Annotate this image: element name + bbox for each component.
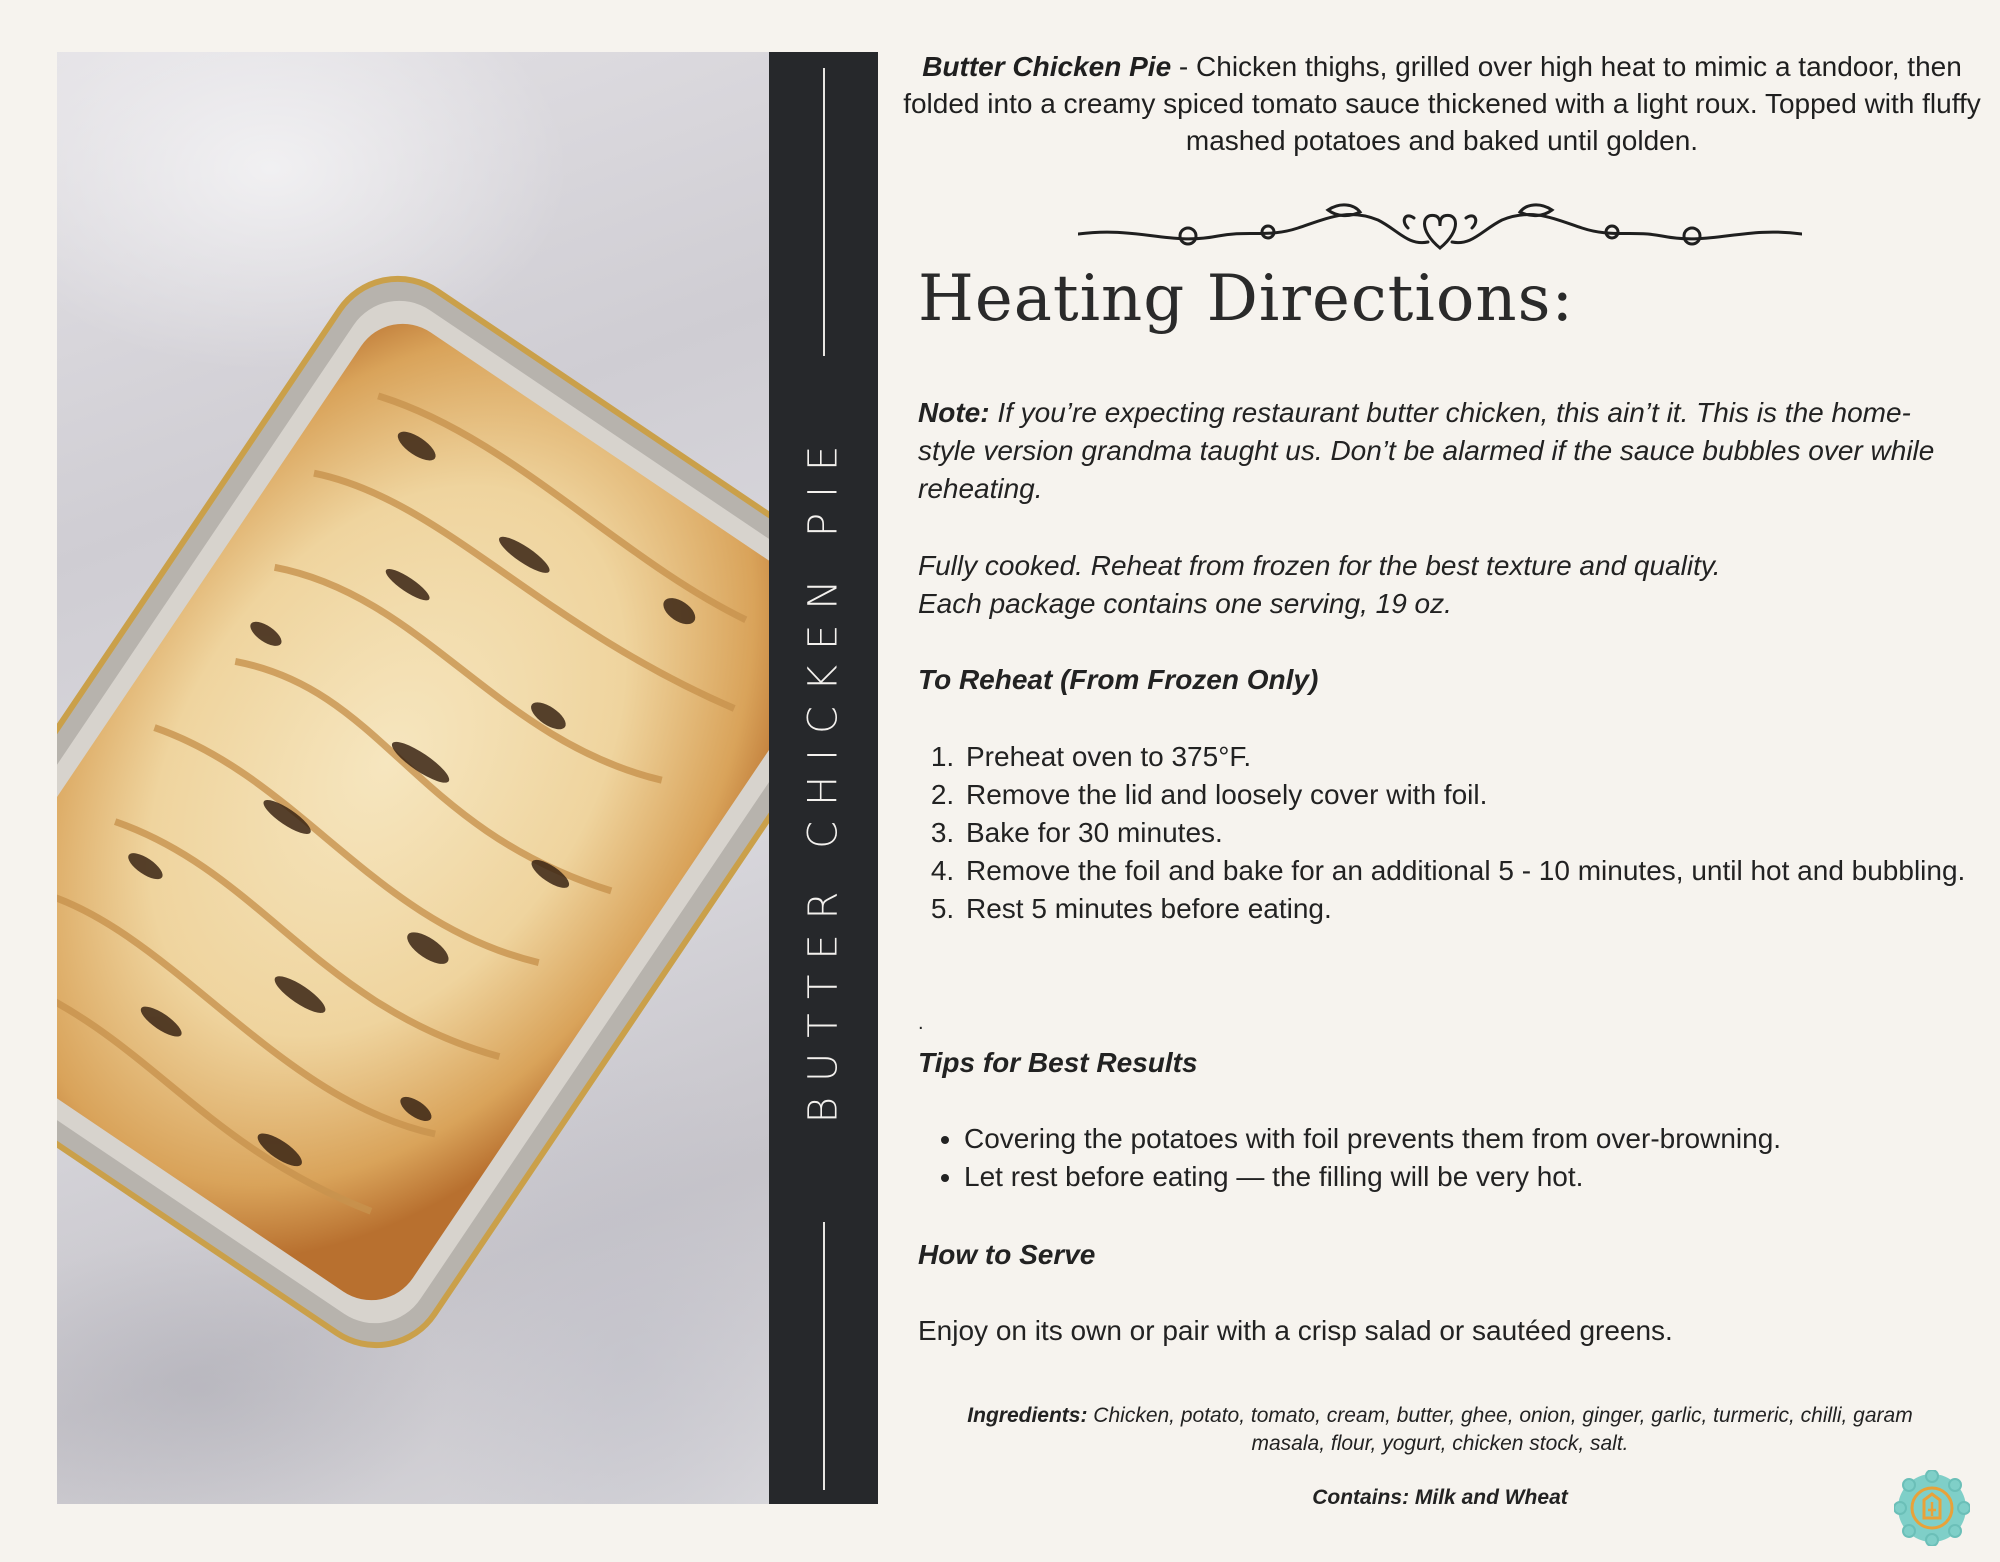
intro-paragraph bbox=[896, 48, 1988, 159]
ornament-flourish-icon bbox=[1078, 198, 1802, 260]
list-item: • Let rest before eating — the filling will be very hot. bbox=[964, 1158, 2000, 1196]
list-item: 4. Remove the foil and bake for an additional 5 - 10 minutes, until hot and bubbling. bbox=[962, 852, 2000, 890]
product-name: Butter Chicken Pie bbox=[922, 51, 1172, 82]
spine-divider-top bbox=[823, 68, 825, 356]
spine-divider-bottom bbox=[823, 1222, 825, 1490]
ingredients-text: Chicken, potato, tomato, cream, butter, ghee, onion, ginger, garlic, turmeric, chilli, garam masala, flour, yogurt, chicken stock, salt. bbox=[1087, 1404, 1913, 1455]
cooked-line-1: Fully cooked. Reheat from frozen for the best texture and quality. bbox=[918, 550, 1721, 581]
serve-heading: How to Serve bbox=[918, 1239, 1096, 1270]
ingredients-block bbox=[940, 1402, 1940, 1458]
tips-heading: Tips for Best Results bbox=[918, 1047, 1198, 1078]
note-paragraph bbox=[918, 394, 1958, 508]
stray-dot: . bbox=[918, 1012, 924, 1034]
pie-photo bbox=[57, 52, 769, 1504]
spine-banner bbox=[769, 52, 878, 1504]
cooked-paragraph bbox=[918, 547, 1958, 623]
product-description: - Chicken thighs, grilled over high heat to mimic a tandoor, then folded into a creamy spiced tomato sauce thickened with a light roux. Topped with fluffy mashed potatoes and baked until golden. bbox=[903, 51, 1981, 156]
cooked-line-2: Each package contains one serving, 19 oz. bbox=[918, 588, 1452, 619]
serve-text: Enjoy on its own or pair with a crisp salad or sautéed greens. bbox=[918, 1315, 1673, 1346]
note-label: Note: bbox=[918, 397, 990, 428]
note-text: If you’re expecting restaurant butter chicken, this ain’t it. This is the home-style version grandma taught us. Don’t be alarmed if the sauce bubbles over while reheating. bbox=[918, 397, 1935, 504]
list-item: 1. Preheat oven to 375°F. bbox=[962, 738, 2000, 776]
page-title: Heating Directions: bbox=[918, 262, 1574, 336]
allergen-statement: Contains: Milk and Wheat bbox=[1312, 1486, 1568, 1509]
list-item: 2. Remove the lid and loosely cover with foil. bbox=[962, 776, 2000, 814]
reheat-heading: To Reheat (From Frozen Only) bbox=[918, 664, 1319, 695]
tips-list bbox=[918, 1120, 2000, 1196]
brand-seal-icon bbox=[1894, 1470, 1970, 1546]
reheat-steps bbox=[918, 738, 2000, 928]
list-item: 3. Bake for 30 minutes. bbox=[962, 814, 2000, 852]
pie-illustration bbox=[57, 52, 769, 1504]
ingredients-label: Ingredients: bbox=[967, 1404, 1088, 1427]
spine-title: BUTTER CHICKEN PIE bbox=[800, 430, 847, 1124]
list-item: • Covering the potatoes with foil prevents them from over-browning. bbox=[964, 1120, 2000, 1158]
list-item: 5. Rest 5 minutes before eating. bbox=[962, 890, 2000, 928]
